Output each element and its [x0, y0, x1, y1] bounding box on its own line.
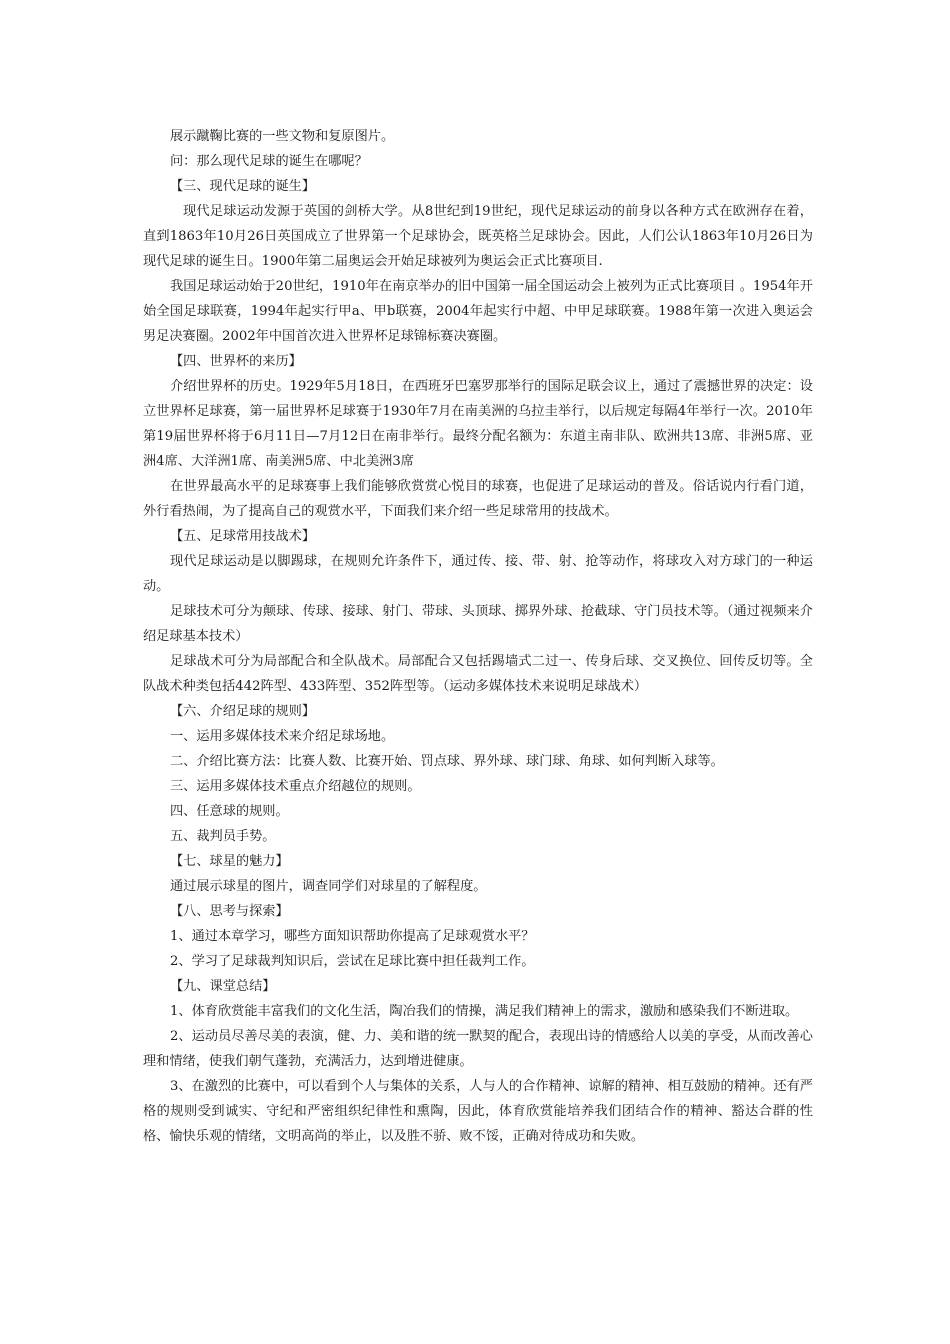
paragraph-world-cup-history: 介绍世界杯的历史。1929年5月18日，在西班牙巴塞罗那举行的国际足联会议上，通过了震撼世界的决定：设立世界杯足球赛，第一届世界杯足球赛于1930年7月在南美洲的乌拉圭举行，以后规定每隔4年举行一次。2010年第19届世界杯将于6月11日—7月12日在南非举行。最终分配名额为：东道主南非队、欧洲共13席、非洲5席、亚洲4席、大洋洲1席、南美洲5席、中北美洲3席	[143, 379, 813, 469]
list-item-rules: 三、运用多媒体技术重点介绍越位的规则。	[170, 779, 421, 794]
paragraph-football-definition: 现代足球运动是以脚踢球，在规则允许条件下，通过传、接、带、射、抢等动作，将球攻入对方球门的一种运动。	[143, 554, 813, 594]
paragraph-question: 问：那么现代足球的诞生在哪呢？	[170, 154, 368, 169]
paragraph-china-football: 我国足球运动始于20世纪，1910年在南京举办的旧中国第一届全国运动会上被列为正式比赛项目 。1954年开始全国足球联赛，1994年起实行甲a、甲b联赛，2004年起实行中超、中甲足球联赛。1988年第一次进入奥运会男足决赛圈。2002年中国首次进入世界杯足球锦标赛决赛圈。	[143, 279, 813, 344]
paragraph-modern-football-origin: 现代足球运动发源于英国的剑桥大学。从8世纪到19世纪，现代足球运动的前身以各种方式在欧洲存在着，直到1863年10月26日英国成立了世界第一个足球协会，既英格兰足球协会。因此，人们公认1863年10月26日为现代足球的诞生日。1900年第二届奥运会开始足球被列为奥运会正式比赛项目.	[143, 204, 813, 269]
list-item-rules: 四、任意球的规则。	[170, 804, 289, 819]
list-item-summary: 1、体育欣赏能丰富我们的文化生活，陶冶我们的情操，满足我们精神上的需求，激励和感染我们不断进取。	[170, 1004, 799, 1019]
paragraph-football-techniques: 足球技术可分为颠球、传球、接球、射门、带球、头顶球、掷界外球、抢截球、守门员技术等。（通过视频来介绍足球基本技术）	[143, 604, 813, 644]
section-heading-8: 【八、思考与探索】	[170, 904, 289, 919]
paragraph-football-tactics: 足球战术可分为局部配合和全队战术。局部配合又包括踢墙式二过一、传身后球、交叉换位、回传反切等。全队战术种类包括442阵型、433阵型、352阵型等。（运动多媒体技术来说明足球战术）	[143, 654, 813, 694]
list-item-rules: 二、介绍比赛方法：比赛人数、比赛开始、罚点球、界外球、球门球、角球、如何判断入球等。	[170, 754, 724, 769]
list-item-rules: 一、运用多媒体技术来介绍足球场地。	[170, 729, 395, 744]
paragraph-artifacts: 展示蹴鞠比赛的一些文物和复原图片。	[170, 129, 395, 144]
list-item-thinking: 2、学习了足球裁判知识后，尝试在足球比赛中担任裁判工作。	[170, 954, 535, 969]
paragraph-world-cup-appreciation: 在世界最高水平的足球赛事上我们能够欣赏赏心悦目的球赛，也促进了足球运动的普及。俗话说内行看门道，外行看热闹，为了提高自己的观赏水平，下面我们来介绍一些足球常用的技战术。	[143, 479, 813, 519]
section-heading-5: 【五、足球常用技战术】	[170, 529, 316, 544]
list-item-summary: 3、在激烈的比赛中，可以看到个人与集体的关系，人与人的合作精神、谅解的精神、相互鼓励的精神。还有严格的规则受到诚实、守纪和严密组织纪律性和熏陶，因此，体育欣赏能培养我们团结合作的精神、豁达合群的性格、愉快乐观的情绪，文明高尚的举止，以及胜不骄、败不馁，正确对待成功和失败。	[143, 1079, 813, 1144]
list-item-thinking: 1、通过本章学习，哪些方面知识帮助你提高了足球观赏水平？	[170, 929, 535, 944]
paragraph-stars: 通过展示球星的图片，调查同学们对球星的了解程度。	[170, 879, 487, 894]
section-heading-6: 【六、介绍足球的规则】	[170, 704, 316, 719]
list-item-summary: 2、运动员尽善尽美的表演，健、力、美和谐的统一默契的配合，表现出诗的情感给人以美的享受，从而改善心理和情绪，使我们朝气蓬勃，充满活力，达到增进健康。	[143, 1029, 813, 1069]
section-heading-7: 【七、球星的魅力】	[170, 854, 289, 869]
list-item-rules: 五、裁判员手势。	[170, 829, 276, 844]
section-heading-4: 【四、世界杯的来历】	[170, 354, 302, 369]
section-heading-9: 【九、课堂总结】	[170, 979, 276, 994]
section-heading-3: 【三、现代足球的诞生】	[170, 179, 316, 194]
document-page	[143, 124, 813, 1149]
